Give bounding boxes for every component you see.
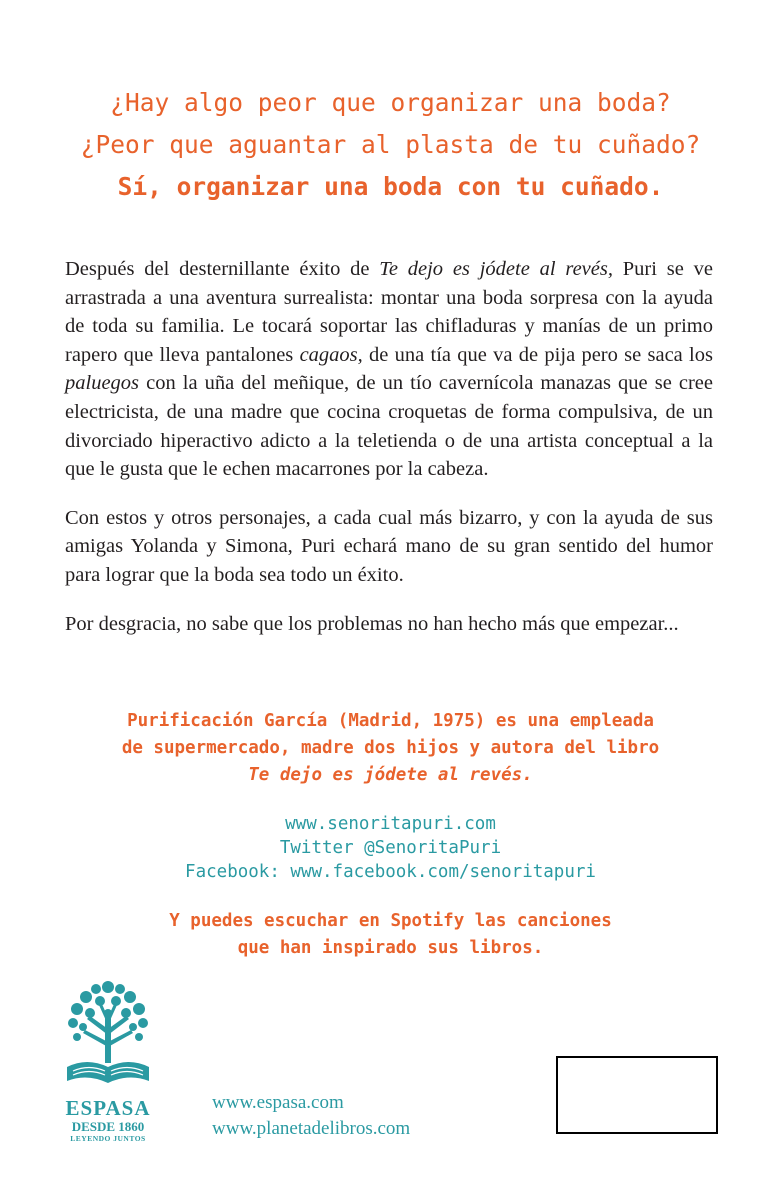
publisher-since: DESDE 1860 (71, 1119, 145, 1134)
italic-word: cagaos, (299, 343, 363, 366)
espasa-link[interactable]: www.espasa.com (212, 1092, 344, 1113)
synopsis-paragraph-3: Por desgracia, no sabe que los problemas no han hecho más que empezar... (65, 612, 679, 635)
publisher-tagline: LEYENDO JUNTOS (70, 1134, 146, 1143)
spotify-note (0, 908, 781, 962)
teaser-line-1: ¿Hay algo peor que organizar una boda? (110, 88, 671, 117)
teaser-line-3: Sí, organizar una boda con tu cuñado. (117, 172, 664, 201)
author-bio-line-1: Purificación García (Madrid, 1975) es una empleada (127, 711, 654, 731)
synopsis-paragraph-1 (65, 255, 713, 484)
author-website-link[interactable]: www.senoritapuri.com (285, 814, 496, 834)
synopsis (65, 255, 713, 658)
book-title-italic: Te dejo es jódete al revés, (379, 258, 613, 280)
publisher-links (212, 1090, 410, 1142)
publisher-name: ESPASA (65, 1096, 151, 1120)
planeta-link[interactable]: www.planetadelibros.com (212, 1118, 411, 1139)
tree-book-icon (63, 975, 153, 1095)
author-book-title: Te dejo es jódete al revés. (248, 765, 533, 785)
author-links (0, 812, 781, 884)
author-bio-line-2: de supermercado, madre dos hijos y autora del libro (121, 738, 660, 758)
synopsis-text: de una tía que va de pija pero se saca los (362, 343, 713, 366)
teaser-line-2: ¿Peor que aguantar al plasta de tu cuñado? (80, 130, 701, 159)
author-twitter-link[interactable]: Twitter @SenoritaPuri (279, 838, 502, 858)
synopsis-text: con la uña del meñique, de un tío cavernícola manazas que se cree electricista, de una madre que cocina croquetas de forma compulsiva, de un divorciado hiperactivo adicto a la teletienda o de una artista conceptual a la que le gusta que le echen macarrones por la cabeza. (65, 372, 713, 481)
italic-word: paluegos (65, 372, 140, 395)
synopsis-text: Puri se ve arrastrada a una aventura surrealista: montar una boda sorpresa con la ayuda de toda su familia. Le tocará soportar las chifladuras y manías de un primo rapero que lleva pantalones (65, 258, 713, 366)
author-facebook-link[interactable]: Facebook: www.facebook.com/senoritapuri (185, 862, 596, 882)
synopsis-text: Después del desternillante éxito de (65, 258, 380, 280)
teaser-block (0, 82, 781, 208)
spotify-line-2: que han inspirado sus libros. (237, 938, 544, 958)
barcode-box (556, 1056, 718, 1134)
spotify-line-1: Y puedes escuchar en Spotify las canciones (169, 911, 612, 931)
espasa-logo (52, 975, 164, 1145)
synopsis-paragraph-2: Con estos y otros personajes, a cada cual más bizarro, y con la ayuda de sus amigas Yolanda y Simona, Puri echará mano de su gran sentido del humor para lograr que la boda sea todo un éxito. (65, 506, 713, 586)
author-bio (0, 708, 781, 789)
